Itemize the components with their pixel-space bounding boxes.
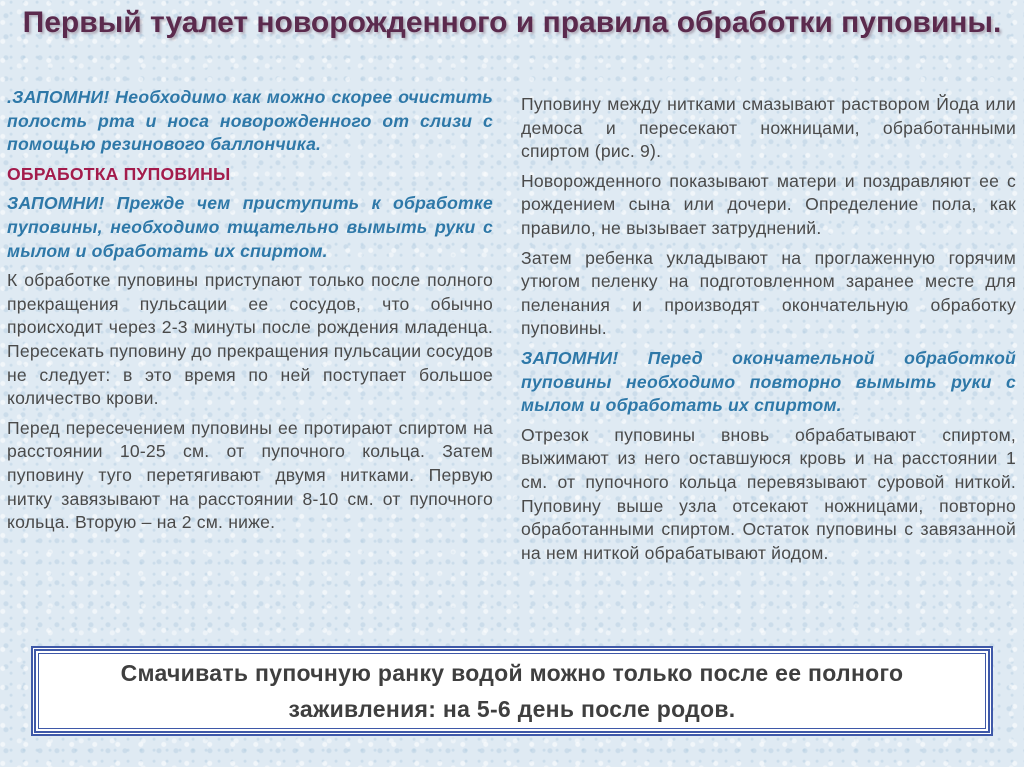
body-paragraph: Перед пересечением пуповины ее протирают спиртом на расстоянии 10-25 см. от пупочного кольца. Затем пуповину туго перетягивают двумя нитками. Первую нитку завязывают на расстоянии 8-10 см. от пупочного кольца. Вторую – на 2 см. ниже.	[7, 417, 493, 533]
section-heading: ОБРАБОТКА ПУПОВИНЫ	[7, 163, 231, 184]
left-column	[7, 86, 493, 541]
body-paragraph: Отрезок пуповины вновь обрабатывают спиртом, выжимают из него оставшуюся кровь и на расстоянии 1 см. от пупочного кольца перевязывают суровой ниткой. Пуповину выше узла отсекают ножницами, повторно обработанными спиртом. Остаток пуповины с завязанной на нем ниткой обрабатывают йодом.	[521, 424, 1016, 563]
body-paragraph: Затем ребенка укладывают на проглаженную горячим утюгом пеленку на подготовленном заранее месте для пеленания и производят окончательную обработку пуповины.	[521, 247, 1016, 339]
remember-note-3: ЗАПОМНИ! Перед окончательной обработкой пуповины необходимо повторно вымыть руки с мылом и обработать их спиртом.	[521, 347, 1016, 416]
slide-title: Первый туалет новорожденного и правила обработки пуповины.	[22, 6, 1002, 39]
notice-text: Смачивать пупочную ранку водой можно только после ее полного заживления: на 5-6 день после родов.	[120, 660, 904, 722]
right-column	[521, 93, 1016, 571]
remember-note-1: .ЗАПОМНИ! Необходимо как можно скорее очистить полость рта и носа новорожденного от слизи с помощью резинового баллончика.	[7, 87, 493, 155]
notice-box	[31, 646, 993, 736]
body-paragraph: Пуповину между нитками смазывают раствором Йода или демоса и пересекают ножницами, обработанными спиртом (рис. 9).	[521, 94, 1016, 162]
body-paragraph: Новорожденного показывают матери и поздравляют ее с рождением сына или дочери. Определение пола, как правило, не вызывает затруднений.	[521, 170, 1016, 238]
body-paragraph: К обработке пуповины приступают только после полного прекращения пульсации ее сосудов, что обычно происходит через 2-3 минуты после рождения младенца. Пересекать пуповину до прекращения пульсации сосудов не следует: в это время по ней поступает большое количество крови.	[7, 270, 493, 409]
remember-note-2: ЗАПОМНИ! Прежде чем приступить к обработке пуповины, необходимо тщательно вымыть руки с мылом и обработать их спиртом.	[7, 193, 493, 261]
